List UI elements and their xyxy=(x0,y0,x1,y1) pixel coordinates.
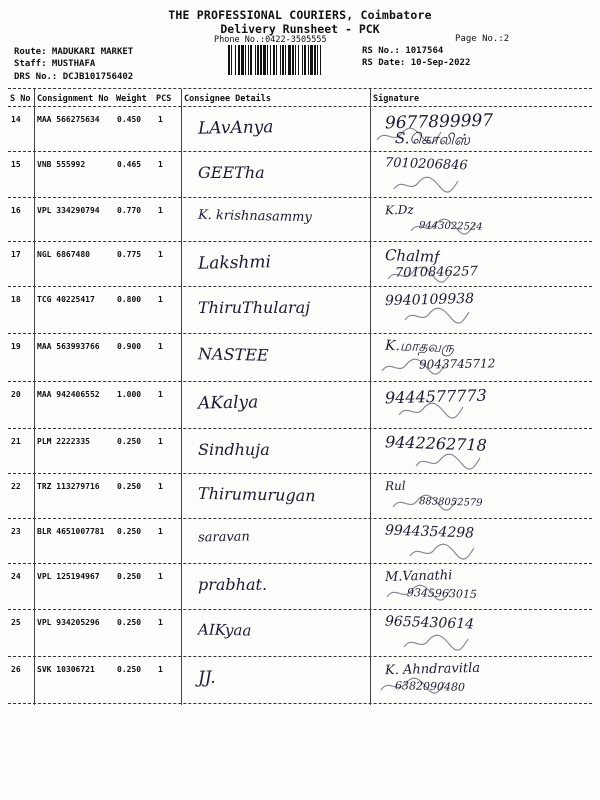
row-pcs: 1 xyxy=(158,665,163,674)
row-signature: Rul xyxy=(384,478,406,494)
column-divider xyxy=(370,89,371,705)
row-separator xyxy=(8,151,592,152)
row-pcs: 1 xyxy=(158,295,163,304)
row-signature: K.Dz xyxy=(384,202,414,218)
signature-scribble xyxy=(386,265,456,285)
signature-scribble xyxy=(392,175,462,195)
row-signature: 9655430614 xyxy=(384,613,475,633)
col-header-signature: Signature xyxy=(373,94,420,104)
column-divider xyxy=(34,89,35,705)
row-weight: 0.465 xyxy=(117,160,142,169)
row-sno: 19 xyxy=(11,342,21,351)
row-separator xyxy=(8,656,592,657)
row-consignment-no: VPL 934205296 xyxy=(37,618,100,627)
row-separator xyxy=(8,286,592,287)
row-pcs: 1 xyxy=(158,206,163,215)
row-separator xyxy=(8,703,592,704)
row-consignee-name: K. krishnasammy xyxy=(197,207,312,226)
signature-scribble xyxy=(375,126,445,146)
signature-scribble xyxy=(397,401,467,421)
row-consignee-name: GEETha xyxy=(198,163,265,182)
row-separator xyxy=(8,381,592,382)
row-separator xyxy=(8,609,592,610)
row-sno: 18 xyxy=(11,295,21,304)
phone-number: Phone No.:0422-3505555 xyxy=(214,35,327,45)
row-signature: K.மாதவரு xyxy=(384,337,455,357)
col-header-consignment: Consignment No xyxy=(37,94,109,104)
row-signature: 7010206846 xyxy=(384,155,468,174)
row-pcs: 1 xyxy=(158,115,163,124)
row-consignment-no: SVK 10306721 xyxy=(37,665,95,674)
row-sno: 22 xyxy=(11,482,21,491)
row-weight: 0.250 xyxy=(117,665,142,674)
header-bottom-rule xyxy=(8,106,592,107)
row-sno: 23 xyxy=(11,527,21,536)
row-pcs: 1 xyxy=(158,618,163,627)
row-sno: 15 xyxy=(11,160,21,169)
row-pcs: 1 xyxy=(158,527,163,536)
row-signature-extra: 9443022524 xyxy=(418,220,483,233)
row-signature-extra: 9345963015 xyxy=(406,586,478,601)
barcode-image xyxy=(228,45,356,75)
row-pcs: 1 xyxy=(158,437,163,446)
row-weight: 0.775 xyxy=(117,250,142,259)
signature-scribble xyxy=(380,357,450,377)
row-signature: Chalmf xyxy=(384,246,440,266)
row-separator xyxy=(8,563,592,564)
row-sno: 24 xyxy=(11,572,21,581)
row-consignee-name: JJ. xyxy=(197,667,216,689)
signature-scribble xyxy=(402,633,472,653)
signature-scribble xyxy=(409,217,479,237)
row-weight: 0.250 xyxy=(117,527,142,536)
rs-number: RS No.: 1017564 xyxy=(362,46,444,56)
row-signature-extra: 6382090480 xyxy=(394,679,466,694)
row-consignment-no: TRZ 113279716 xyxy=(37,482,100,491)
row-weight: 0.250 xyxy=(117,572,142,581)
row-consignee-name: Sindhuja xyxy=(198,440,270,459)
row-weight: 0.770 xyxy=(117,206,142,215)
barcode-bar xyxy=(321,45,323,75)
col-header-consignee: Consignee Details xyxy=(184,94,271,104)
row-separator xyxy=(8,241,592,242)
row-pcs: 1 xyxy=(158,482,163,491)
row-pcs: 1 xyxy=(158,390,163,399)
row-signature: M.Vanathi xyxy=(384,568,453,585)
row-consignment-no: PLM 2222335 xyxy=(37,437,90,446)
signature-scribble xyxy=(414,452,484,472)
row-sno: 21 xyxy=(11,437,21,446)
row-separator xyxy=(8,197,592,198)
row-sno: 26 xyxy=(11,665,21,674)
row-separator xyxy=(8,518,592,519)
signature-scribble xyxy=(408,542,478,562)
row-consignee-name: ThiruThularaj xyxy=(198,298,311,317)
row-pcs: 1 xyxy=(158,160,163,169)
row-sno: 16 xyxy=(11,206,21,215)
row-consignee-name: AKalya xyxy=(197,392,259,414)
column-divider xyxy=(181,89,182,705)
company-title: THE PROFESSIONAL COURIERS, Coimbatore xyxy=(168,8,432,22)
row-signature: K. Ahndravitla xyxy=(384,660,481,679)
signature-scribble xyxy=(391,493,461,513)
row-consignee-name: AIKyaa xyxy=(197,620,252,640)
header-top-rule xyxy=(8,88,592,89)
signature-scribble xyxy=(385,583,455,603)
row-weight: 0.250 xyxy=(117,437,142,446)
row-consignment-no: VPL 125194967 xyxy=(37,572,100,581)
row-signature: 9944354298 xyxy=(384,522,475,542)
col-header-sno: S No xyxy=(10,94,31,104)
row-consignment-no: TCG 40225417 xyxy=(37,295,95,304)
row-weight: 1.000 xyxy=(117,390,142,399)
col-header-pcs: PCS xyxy=(156,94,172,104)
row-signature: 9677899997 xyxy=(384,110,494,134)
row-weight: 0.900 xyxy=(117,342,142,351)
row-consignee-name: LAvAnya xyxy=(197,117,274,139)
row-separator xyxy=(8,333,592,334)
row-consignment-no: MAA 942406552 xyxy=(37,390,100,399)
row-signature-extra: 8838052579 xyxy=(418,496,483,509)
row-signature-extra: 9043745712 xyxy=(418,356,496,372)
signature-scribble xyxy=(403,306,473,326)
row-consignee-name: Thirumurugan xyxy=(197,483,316,506)
row-consignment-no: MAA 566275634 xyxy=(37,115,100,124)
rs-date: RS Date: 10-Sep-2022 xyxy=(362,58,471,68)
row-separator xyxy=(8,428,592,429)
row-weight: 0.800 xyxy=(117,295,142,304)
row-pcs: 1 xyxy=(158,250,163,259)
row-signature-extra: S.கொலிஸ் xyxy=(394,129,471,149)
row-consignment-no: NGL 6867480 xyxy=(37,250,90,259)
signature-scribble xyxy=(379,676,449,696)
row-consignment-no: VNB 555992 xyxy=(37,160,86,169)
staff-label: Staff: MUSTHAFA xyxy=(14,59,96,69)
row-pcs: 1 xyxy=(158,342,163,351)
page-number: Page No.:2 xyxy=(455,34,510,44)
route-label: Route: MADUKARI MARKET xyxy=(14,47,134,57)
row-consignee-name: prabhat. xyxy=(198,575,268,594)
row-pcs: 1 xyxy=(158,572,163,581)
runsheet-subtitle: Delivery Runsheet - PCK xyxy=(220,22,380,36)
row-signature: 9940109938 xyxy=(384,290,475,310)
row-sno: 17 xyxy=(11,250,21,259)
row-separator xyxy=(8,473,592,474)
row-weight: 0.450 xyxy=(117,115,142,124)
col-header-weight: Weight xyxy=(116,94,147,104)
row-sno: 25 xyxy=(11,618,21,627)
row-consignment-no: MAA 563993766 xyxy=(37,342,100,351)
row-consignment-no: VPL 334290794 xyxy=(37,206,100,215)
row-signature: 9444577773 xyxy=(384,385,488,408)
row-sno: 20 xyxy=(11,390,21,399)
row-consignee-name: saravan xyxy=(197,529,251,546)
row-sno: 14 xyxy=(11,115,21,124)
row-signature-extra: 7010846257 xyxy=(394,264,478,281)
row-consignee-name: Lakshmi xyxy=(197,252,272,274)
row-consignment-no: BLR 4651007781 xyxy=(37,527,105,536)
row-consignee-name: NASTEE xyxy=(197,344,269,365)
row-weight: 0.250 xyxy=(117,618,142,627)
row-weight: 0.250 xyxy=(117,482,142,491)
row-signature: 9442262718 xyxy=(384,432,488,455)
drs-number: DRS No.: DCJB101756402 xyxy=(14,72,134,82)
